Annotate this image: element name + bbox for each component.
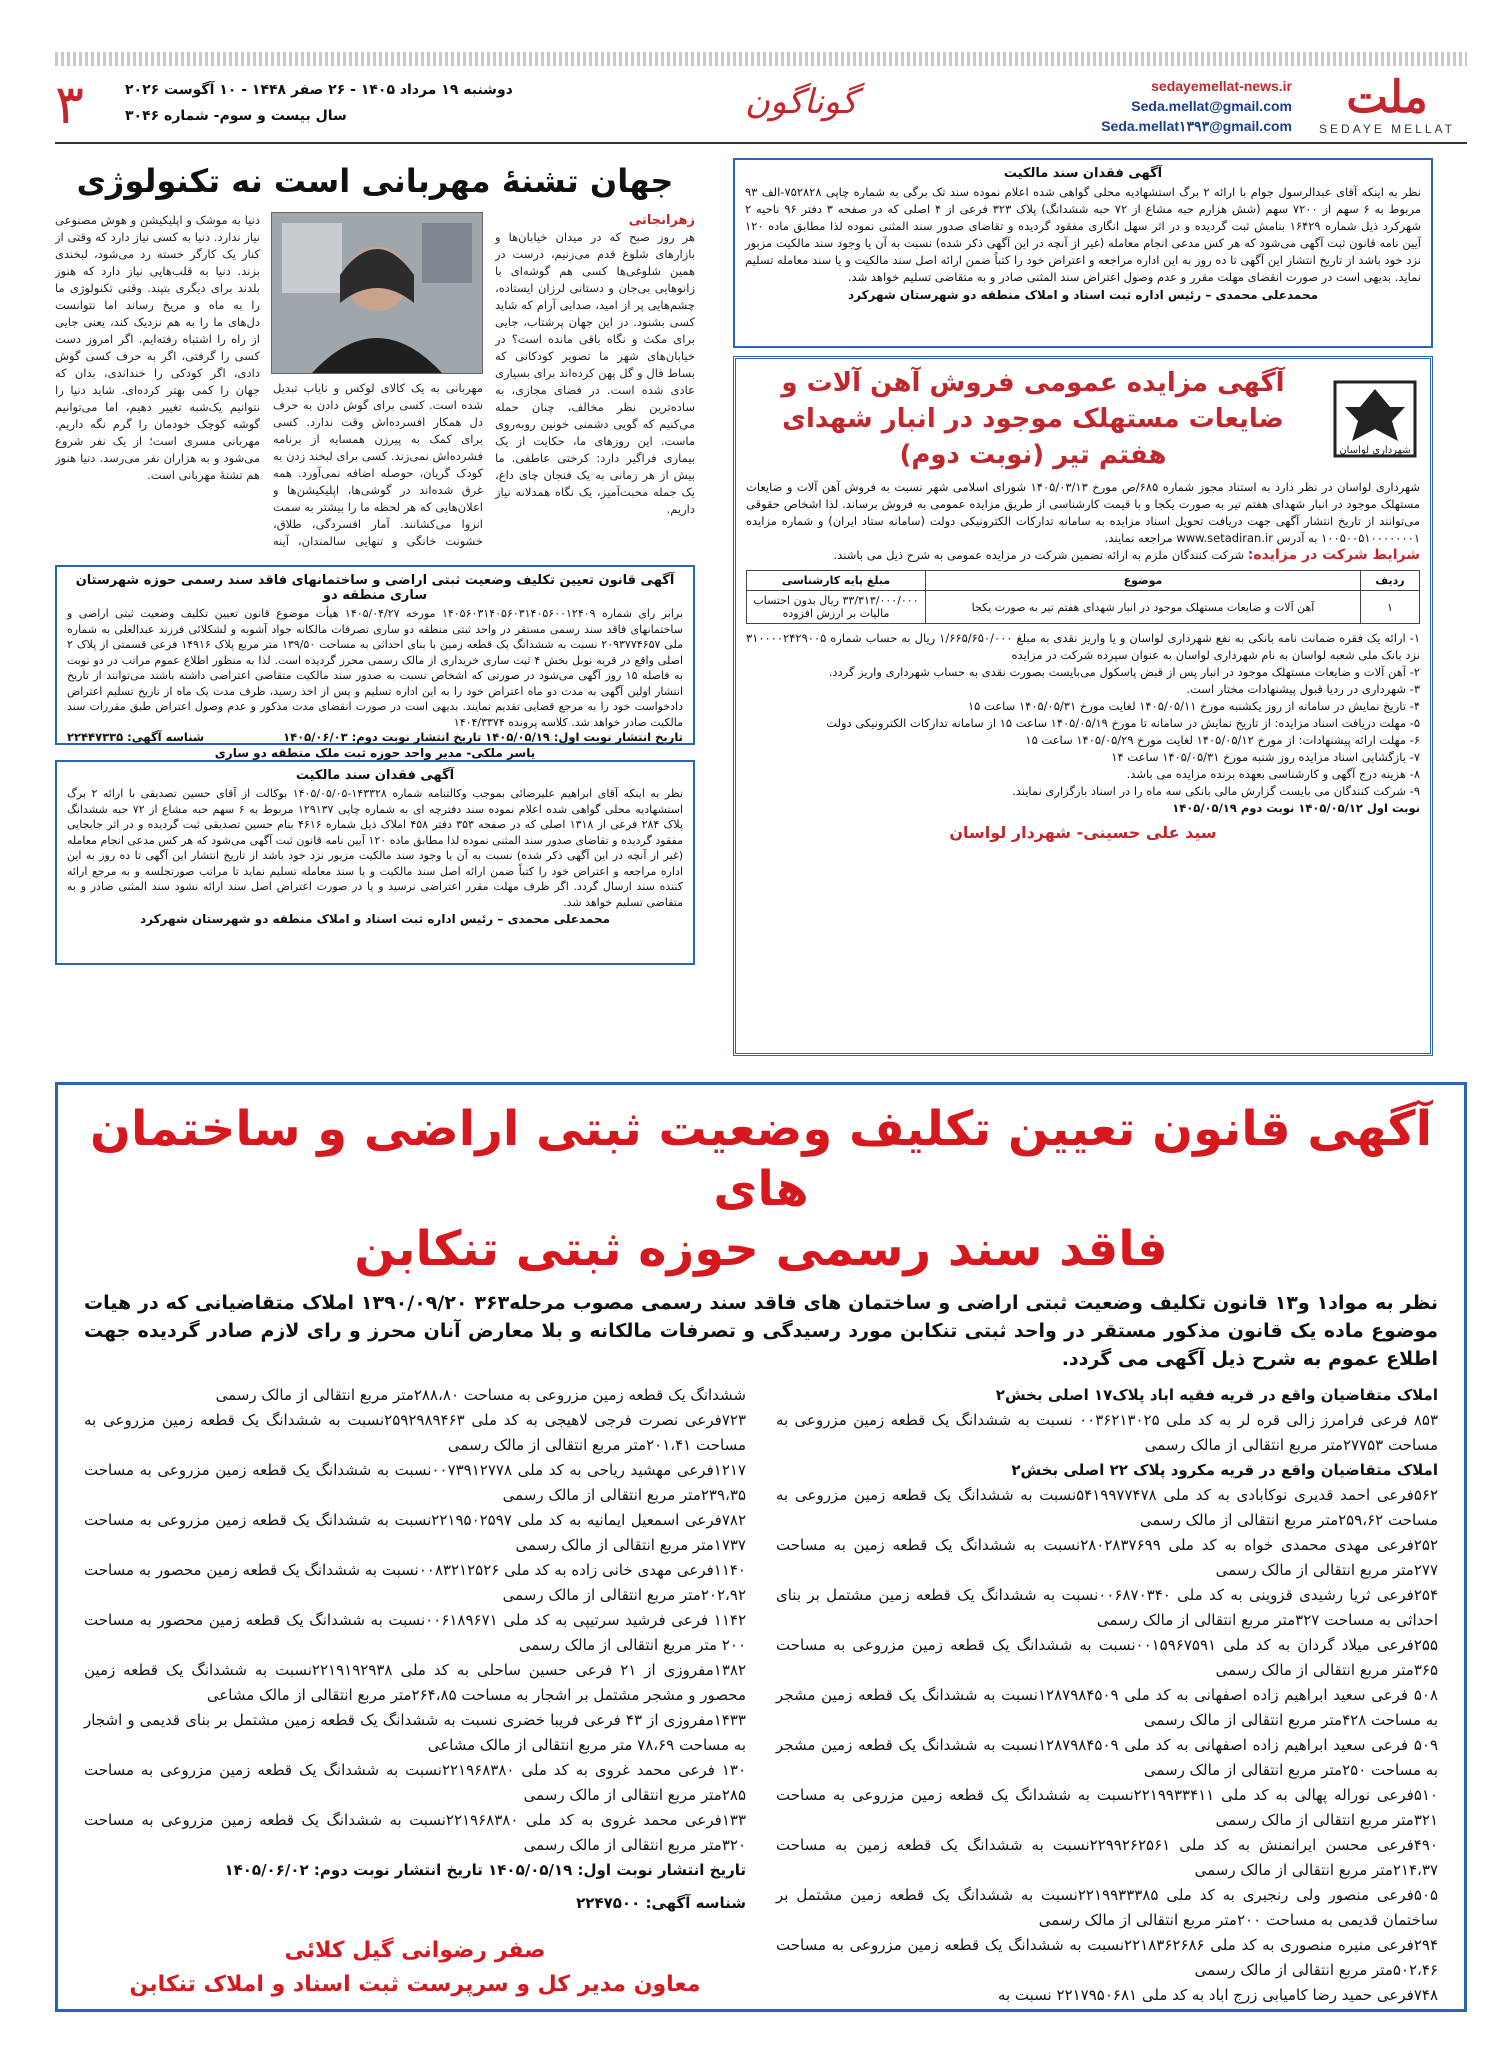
list-item: ۱۳۸۲مفروزی از ۲۱ فرعی حسین ساحلی به کد ملی ۲۲۱۹۱۹۲۹۳۸نسبت به ششدانگ یک قطعه زمین محصور و مشجر مشتمل بر اشجار به مساحت ۲۶۴،۸۵متر مربع انتقالی از مالک مشاعی [84, 1661, 747, 1704]
article-text: دنیا به موشک و اپلیکیشن و هوش مصنوعی نیاز ندارد. دنیا به کسی نیاز دارد که وقتی از کنار یک کارگر خسته رد می‌شود، لبخندی بزند. دنیا به قلب‌هایی نیاز دارد که هنوز بلدند برای دیگری بتپند. وقتی تکنولوژی ما را به ماه و مریخ رساند اما نتوانست دل‌های ما را به هم نزدیک کند، یعنی جایی از راه را اشتباه رفته‌ایم. اگر امروز دست کسی را گرفتی، اگر به حرف کسی گوش دادی، اگر کودکی را خنداندی، بدان که جهان را کمی بهتر کرده‌ای. شاید دنیا را نتوانیم یک‌شبه تغییر دهیم، اما می‌توانیم گوشه کوچک خودمان را گرم نگه داریم. مهربانی مسری است؛ از یک نفر شروع می‌شود و به هزاران نفر می‌رسد. دنیا هنوز هم تشنهٔ مهربانی است. [55, 213, 260, 482]
list-item: املاک متقاضیان واقع در قریه مکرود پلاک ۲۲ اصلی بخش۲ [1011, 1461, 1438, 1479]
list-item: ۲۵۴فرعی ثریا رشیدی قزوینی به کد ملی ۰۰۶۸۷۰۳۴۰نسبت به ششدانگ یک قطعه زمین مشتمل بر بنای احداثی به مساحت ۳۲۷متر مربع انتقالی از مالک رسمی [776, 1586, 1438, 1629]
ad-dates: تاریخ انتشار نوبت اول: ۱۴۰۵/۰۵/۱۹ تاریخ انتشار نوبت دوم: ۱۴۰۵/۰۶/۰۳ [283, 730, 683, 744]
list-item: ۵۱۰فرعی نوراله پهالی به کد ملی ۲۲۱۹۹۳۳۴۱۱نسبت به ششدانگ یک قطعه زمین مزروعی به مساحت ۳۲۱متر مربع انتقالی از مالک رسمی [776, 1786, 1438, 1829]
list-item: ۷- بازگشایی اسناد مزایده روز شنبه مورخ ۱۴۰۵/۰۵/۳۱ ساعت ۱۴ [1111, 750, 1420, 764]
ad-signature: محمدعلی محمدی – رئیس اداره ثبت اسناد و املاک منطقه دو شهرستان شهرکرد [847, 288, 1319, 302]
table-header: مبلغ پایه کارشناسی [747, 571, 926, 591]
section-title: گوناگون [745, 82, 858, 122]
dateline [55, 73, 513, 136]
person-image-icon [272, 213, 482, 373]
table-header-row [747, 571, 1420, 591]
list-item: املاک متقاضیان واقع در قریه فقیه اباد پلاک۱۷ اصلی بخش۲ [995, 1386, 1438, 1404]
table-cell: ۱ [1361, 591, 1420, 624]
table-header: موضوع [926, 571, 1361, 591]
conditions-label: شرایط شرکت در مزایده: [1247, 547, 1420, 563]
article-text: هر روز صبح که در میدان خیابان‌ها و بازارهای شلوغ قدم می‌زنیم، درست در همین شلوغی‌ها کسی هم گوشه‌ای با زانوهایی بی‌جان و دستانی لرزان ایستاده، چشم‌هایی پر از امید، صدایی آرام که شاید کسی بشنود. در این جهان پرشتاب، جایی برای مکث و نگاه باقی مانده است؟ در خیابان‌های شهر ما تصویر کودکانی که بساط فال و گل پهن کرده‌اند برای بسیاری عادی شده است. در فضای مجازی، به ساده‌ترین نظر مخالف، چنان حمله می‌کنیم که گویی دشمنی خونین روبه‌روی ماست. این روزهای ما، حکایت از یک بیماری فراگیر دارد: کرختی عاطفی. ما بیش از هر زمانی به یک فنجان چای داغ، یک جمله محبت‌آمیز، یک نگاه همدلانه نیاز داریم. [495, 230, 695, 516]
ad-right-column [776, 1383, 1438, 2008]
signatory-title: معاون مدیر کل و سرپرست ثبت اسناد و املاک تنکابن [129, 1972, 701, 1997]
list-item: ۷۸۲فرعی اسمعیل ایمانیه به کد ملی ۲۲۱۹۵۰۲۵۹۷نسبت به ششدانگ یک قطعه زمین مزروعی به مساحت ۱۷۳۷متر مربع انتقالی از مالک رسمی [84, 1511, 746, 1554]
list-item: ۱۴۳۳مفروزی از ۴۳ فرعی فریبا خضری نسبت به ششدانگ یک قطعه زمین مشتمل بر بنای قدیمی و اشجار به مساحت ۷۸،۶۹ متر مربع انتقالی از مالک مشاعی [84, 1711, 746, 1754]
ad-footer [67, 730, 683, 744]
article-column-1 [495, 212, 695, 552]
ad-body: نظر به اینکه آقای ابراهیم علیرضائی بموجب وکالتنامه شماره ۱۴۳۳۲۸-۱۴۰۵/۰۵/۰۵ بوکالت از آقای حسین تصدیقی با ارائه ۲ برگ استشهادیه محلی گواهی شده اعلام نموده سند دفترچه ای به شماره چاپی ۱۲۹۱۳۷ مربوط به ۶ سهم حبه مشاع از ۷۲ حبه ششدانگ پلاک ۲۸۴ فرعی از ۱۳۱۸ اصلی که در صفحه ۳۵۳ دفتر ۴۵۸ املاک ذیل شماره ۴۶۱۶ بنام حسین تصدیقی ثبت گردیده و در اثر جابجایی مفقود گردیده و تقاضای صدور سند المثنی نموده لذا مطابق ماده ۱۲۰ آیین نامه قانون ثبت آگهی می‌شود که هر کس مدعی انجام معامله (غیر از آنچه در این آگهی ذکر شده) نسبت به آن یا وجود سند مالکیت مزبور نزد خود باشد از تاریخ انتشار این آگهی تا ده روز به این اداره مراجعه و اعتراض خود را کتباً ضمن ارائه اصل سند مالکیت و یا سند معامله تسلیم نماید تا مراتب صورتجلسه و به مرجع ارائه کننده سند ارسال گردد. اگر ظرف مهلت مقرر اعتراضی نرسید و یا در صورت اعتراض اصل سند ارائه نشود سند المثنی صادر و به متقاضی تسلیم خواهد شد. [67, 787, 684, 909]
auction-title: آگهی مزایده عمومی فروش آهن آلات و ضایعات مستهلک موجود در انبار شهدای هفتم تیر (نوبت دوم) [781, 368, 1285, 470]
email-link-1[interactable]: Seda.mellat@gmail.com [1131, 98, 1292, 114]
list-item: ۵۶۲فرعی احمد قدیری نوکابادی به کد ملی ۵۴۱۹۹۷۷۴۷۸نسبت به ششدانگ یک قطعه زمین مزروعی به مساحت ۲۵۹،۶۲متر مربع انتقالی از مالک رسمی [776, 1486, 1438, 1529]
issue-number: سال بیست و سوم- شماره ۳۰۴۶ [125, 108, 347, 124]
table-cell: آهن آلات و ضایعات مستهلک موجود در انبار شهدای هفتم تیر به صورت یکجا [926, 591, 1361, 624]
list-item: ۱۱۴۰فرعی مهدی خانی زاده به کد ملی ۰۰۸۳۲۱۲۵۲۶نسبت به ششدانگ یک قطعه زمین محصور به مساحت ۲۰۲،۹۲متر مربع انتقالی از مالک رسمی [84, 1561, 746, 1604]
email-link-2[interactable]: Seda.mellat۱۳۹۳@gmail.com [1101, 118, 1292, 134]
article-column-2 [273, 380, 483, 552]
ad-title: آگهی فقدان سند مالکیت [1003, 166, 1163, 181]
table-cell: ۳۳/۳۱۳/۰۰۰/۰۰۰ ریال بدون احتساب مالیات بر ارزش افزوده [747, 591, 926, 624]
auction-signature: سید علی حسینی- شهردار لواسان [949, 823, 1217, 842]
ad-title-line-1: آگهی قانون تعیین تکلیف وضعیت ثبتی اراضی و ساختمان های [89, 1101, 1433, 1217]
article [55, 158, 695, 560]
list-item: ۱۲۱۷فرعی مهشید ریاحی به کد ملی ۰۰۷۳۹۱۲۷۷۸نسبت به ششدانگ یک قطعه زمین مزروعی به مساحت ۲۳۹،۳۵متر مربع انتقالی از مالک رسمی [84, 1461, 746, 1504]
lost-deed-ad-2 [55, 760, 695, 965]
article-title: جهان تشنهٔ مهربانی است نه تکنولوژی [76, 162, 674, 200]
top-stripe-border [55, 52, 1467, 66]
auction-table [746, 570, 1420, 624]
list-item: ۲۹۴فرعی منیره منصوری به کد ملی ۲۲۱۸۳۶۲۶۸۶نسبت به ششدانگ یک قطعه زمین مزروعی به مساحت ۵۰۲،۴۶متر مربع انتقالی از مالک رسمی [776, 1936, 1438, 1979]
table-row [747, 591, 1420, 624]
sari-registry-ad [55, 565, 695, 760]
list-item: ۱- ارائه یک فقره ضمانت نامه بانکی به نفع شهرداری لواسان و یا واریز نقدی به مبلغ ۱/۶۶۵/۶۵۰/۰۰۰ ریال به حساب شماره ۳۱۰۰۰۰۲۴۲۹۰۰۵ نزد بانک ملی شعبه لواسان به نام شهرداری لواسان به عنوان سپرده شرکت در مزایده [746, 631, 1421, 662]
list-item: ۵۰۸ فرعی سعید ابراهیم زاده اصفهانی به کد ملی ۱۲۸۷۹۸۴۵۰۹نسبت به ششدانگ یک قطعه زمین مشجر به مساحت ۴۲۸متر مربع انتقالی از مالک رسمی [776, 1686, 1438, 1729]
ad-columns [84, 1383, 1438, 2008]
ad-dates: تاریخ انتشار نوبت اول: ۱۴۰۵/۰۵/۱۹ تاریخ انتشار نوبت دوم: ۱۴۰۵/۰۶/۰۲ [224, 1861, 746, 1879]
list-item: ۱۳۳فرعی محمد غروی به کد ملی ۲۲۱۹۶۸۳۸۰نسبت به ششدانگ یک قطعه زمین مزروعی به مساحت ۳۲۰متر مربع انتقالی از مالک رسمی [84, 1811, 746, 1854]
list-item: ۵۰۹ فرعی سعید ابراهیم زاده اصفهانی به کد ملی ۱۲۸۷۹۸۴۵۰۹نسبت به ششدانگ یک قطعه زمین مشجر به مساحت ۲۵۰متر مربع انتقالی از مالک رسمی [776, 1736, 1438, 1779]
list-item: ۶- مهلت ارائه پیشنهادات: از مورخ ۱۴۰۵/۰۵/۱۲ لغایت مورخ ۱۴۰۵/۰۵/۲۹ ساعت ۱۵ [1025, 733, 1420, 747]
conditions-text: شرکت کنندگان ملزم به ارائه تضمین شرکت در مزایده عمومی به شرح ذیل می باشند. [833, 548, 1245, 562]
signatory-name: صفر رضوانی گیل کلائی [284, 1938, 546, 1963]
list-item: ۱۳۰ فرعی محمد غروی به کد ملی ۲۲۱۹۶۸۳۸۰نسبت به ششدانگ یک قطعه زمین مزروعی به مساحت ۲۸۵متر مربع انتقالی از مالک رسمی [84, 1761, 746, 1804]
list-item: ۴۹۰فرعی محسن ایرانمنش به کد ملی ۲۲۹۹۲۶۲۵۶۱نسبت به ششدانگ یک قطعه زمین به مساحت ۲۱۴،۳۷متر مربع انتقالی از مالک رسمی [776, 1836, 1438, 1879]
table-header: ردیف [1361, 571, 1420, 591]
ad-title: آگهی قانون تعیین تکلیف وضعیت ثبتی اراضی و ساختمانهای فاقد سند رسمی حوزه شهرستان ساری منطقه دو [75, 573, 675, 603]
list-item: ششدانگ یک قطعه زمین مزروعی به مساحت ۲۸۸،۸۰متر مربع انتقالی از مالک رسمی [215, 1386, 746, 1404]
contact-block [1101, 76, 1292, 136]
ad-title: آگهی فقدان سند مالکیت [295, 768, 455, 783]
ad-body: نظر به اینکه آقای عبدالرسول جوام با ارائه ۲ برگ استشهادیه محلی گواهی شده اعلام نموده سند تک برگی به شماره چاپی ۷۵۲۸۲۸-الف ۹۳ مربوط به ۶ سهم از ۷۲۰۰ سهم (شش هزارم حبه مشاع از ۷۲ حبه ششدانگ) پلاک ۳۲۳ فرعی از ۴ اصلی که در صفحه ۳ دفتر ۹۶ ناحیه ۲ شهرکرد ذیل شماره ۱۶۴۲۹ بنامش ثبت گردیده و در اثر سهل انگاری مفقود گردیده و تقاضای صدور سند المثنی نموده لذا مطابق ماده ۱۲۰ آیین نامه قانون ثبت آگهی می‌شود که هر کس مدعی انجام معامله (غیر از آنچه در این آگهی ذکر شده) نسبت به آن یا وجود سند مالکیت مزبور نزد خود باشد از تاریخ انتشار این آگهی تا ده روز به این اداره مراجعه و اعتراض خود را کتباً ضمن ارائه اصل سند مالکیت و یا سند معامله تسلیم نماید. بدیهی است در صورت انقضای مهلت مقرر و عدم وصول اعتراض سند المثنی صادر و به متقاضی تسلیم خواهد شد. [745, 185, 1421, 284]
page-number: ۳ [55, 73, 85, 136]
auction-intro: شهرداری لواسان در نظر دارد به استناد مجوز شماره ۶۸۵/ص مورخ ۱۴۰۵/۰۳/۱۳ شورای اسلامی شهر نسبت به فروش آهن آلات و ضایعات مستهلک موجود در انبار شهدای هفتم تیر به صورت یکجا و با قیمت کارشناسی از طریق مزایده عمومی به فروش برساند. لذا اشخاص حقوقی می‌توانند از تاریخ انتشار آگهی جهت دریافت تحویل اسناد مزایده به سامانه تدارکات الکترونیکی دولت (سامانه ستاد ایران) و شماره مزایده ۱۰۰۵۰۰۵۱۰۰۰۰۰۰۰۱ به آدرس www.setadiran.ir مراجعه نمایند. [746, 480, 1420, 545]
municipality-logo-text: شهرداری لواسان [1339, 445, 1411, 456]
list-item: ۷۴۸فرعی حمید رضا کامیابی زرج اباد به کد ملی ۲۲۱۷۹۵۰۶۸۱ نسبت به [997, 1986, 1438, 2004]
newspaper-logo [1307, 74, 1467, 138]
list-item: ۲۵۲فرعی مهدی محمدی خواه به کد ملی ۲۸۰۲۸۳۷۶۹۹نسبت به ششدانگ یک قطعه زمین به مساحت ۲۷۷متر مربع انتقالی از مالک رسمی [776, 1536, 1438, 1579]
page-header [55, 70, 1467, 144]
logo-latin: SEDAYE MELLAT [1319, 122, 1455, 136]
list-item: ۵- مهلت دریافت اسناد مزایده: از تاریخ نمایش در سامانه تا مورخ ۱۴۰۵/۰۵/۱۹ ساعت ۱۵ از سامانه تدارکات الکترونیکی دولت [826, 716, 1420, 730]
logo-text: ملت [1346, 72, 1428, 123]
auction-dates: نوبت اول ۱۴۰۵/۰۵/۱۲ نوبت دوم ۱۴۰۵/۰۵/۱۹ [1172, 801, 1420, 815]
list-item: ۲- آهن آلات و ضایعات مستهلک موجود در انبار پس از قبض پاسکول می‌بایست بصورت نقدی به حساب شهرداری واریز گردد. [828, 665, 1420, 679]
list-item: ۲۵۵فرعی میلاد گردان به کد ملی ۰۰۱۵۹۶۷۵۹۱نسبت به ششدانگ یک قطعه زمین مزروعی به مساحت ۳۶۵متر مربع انتقالی از مالک رسمی [776, 1636, 1439, 1679]
ad-signature: محمدعلی محمدی – رئیس اداره ثبت اسناد و املاک منطقه دو شهرستان شهرکرد [139, 912, 611, 926]
ad-signature: یاسر ملکی- مدیر واحد حوزه ثبت ملک منطقه دو ساری [214, 746, 536, 760]
list-item: ۴- تاریخ نمایش در سامانه از روز یکشنبه مورخ ۱۴۰۵/۰۵/۱۱ لغایت مورخ ۱۴۰۵/۰۵/۳۱ ساعت ۱۵ [968, 699, 1420, 713]
ad-code: شناسه آگهی: ۲۲۴۷۵۰۰ [576, 1894, 746, 1912]
list-item: ۵۰۵فرعی منصور ولی رنجبری به کد ملی ۲۲۱۹۹۳۳۳۸۵نسبت به ششدانگ یک قطعه زمین مشتمل بر ساختمان قدیمی به مساحت ۲۰۰متر مربع انتقالی از مالک رسمی [776, 1886, 1438, 1929]
auction-items [746, 630, 1420, 817]
list-item: ۱۱۴۲ فرعی فرشید سرتیپی به کد ملی ۰۰۶۱۸۹۶۷۱نسبت به ششدانگ یک قطعه زمین محصور به مساحت ۲۰۰ متر مربع انتقالی از مالک رسمی [84, 1611, 747, 1654]
list-item: ۹- شرکت کنندگان می بایست گزارش مالی بانکی سه ماه را در اسناد بارگزاری نمایند. [1012, 784, 1420, 798]
issue-date: دوشنبه ۱۹ مرداد ۱۴۰۵ - ۲۶ صفر ۱۴۴۸ - ۱۰ آگوست ۲۰۲۶ [125, 82, 513, 98]
ad-code: شناسه آگهی: ۲۲۴۴۷۳۳۵ [67, 730, 205, 744]
ad-intro: نظر به مواد۱ و۱۳ قانون تکلیف وضعیت ثبتی اراضی و ساختمان های فاقد سند رسمی مصوب مرحله۳۶۳ ۱۳۹۰/۰۹/۲۰ املاک متقاضیانی که در هیات موضوع ماده یک قانون مذکور مستقر در واحد ثبتی تنکابن مورد رسیدگی و تصرفات مالکانه و بلا معارض آنان محرز و رای لازم صادر گردیده جهت اطلاع عموم به شرح ذیل آگهی می گردد. [84, 1292, 1438, 1370]
tonekabon-registry-ad [55, 1082, 1467, 2012]
lost-deed-ad-1 [733, 158, 1433, 348]
list-item: ۸- هزینه درج آگهی و کارشناسی بعهده برنده مزایده می باشد. [1126, 767, 1420, 781]
ad-body: برابر رای شماره ۱۴۰۵۶۰۳۱۴۰۵۶۰۳۱۴۰۵۶۰۰۱۲۴۰۹ مورخه ۱۴۰۵/۰۴/۲۷ هیأت موضوع قانون تعیین تکلیف وضعیت ثبتی اراضی و ساختمانهای فاقد سند رسمی مستقر در واحد ثبتی منطقه دو ساری تصرفات مالکانه جواد آشوبه و لشکلائی فرزند عبدالعلی به شماره ملی ۲۰۹۳۷۷۴۶۵۷ نسبت به ششدانگ یک قطعه زمین با بنای احداثی به مساحت ۱۳۹/۵۰ متر مربع پلاک ۱۴۹۱۶ فرعی قسمتی از پلاک ۲ اصلی واقع در قریه نوبل بخش ۴ ثبت ساری خریداری از مالک رسمی محرز گردیده است. لذا به منظور اطلاع عموم مراتب در دو نوبت به فاصله ۱۵ روز آگهی می‌شود در صورتی که اشخاص نسبت به صدور سند مالکیت متقاضی اعتراضی داشته باشند می‌توانند از تاریخ انتشار اولین آگهی به مدت دو ماه اعتراض خود را به این اداره تسلیم و پس از اخذ رسید، ظرف مدت یک ماه از تاریخ تسلیم اعتراض دادخواست خود را به مرجع قضایی تقدیم نمایند. بدیهی است در صورت انقضای مدت مذکور و عدم وصول اعتراض طبق مقررات سند مالکیت صادر خواهد شد. کلاسه پرونده ۱۴۰۴/۳۳۷۴ [67, 607, 683, 729]
ad-left-column [84, 1383, 746, 2008]
auction-header [746, 365, 1420, 473]
article-text: مهربانی به یک کالای لوکس و نایاب تبدیل شده است. کسی برای گوش دادن به حرف دل همکار افسرده‌اش وقت ندارد. کسی برای کمک به پیرزن همسایه از برنامه فشرده‌اش نمی‌زند. کسی برای لبخند زدن به کودک گریان، حوصله اضافه نمی‌آورد. همه غرق شده‌اند در گوشی‌ها، اپلیکیشن‌ها و اعلان‌هایی که هر لحظه ما را بیشتر به سمت انزوا می‌کشانند. آمار افسردگی، طلاق، خشونت خانگی و تنهایی سالمندان، آینه [273, 381, 483, 548]
auction-ad [733, 356, 1433, 1056]
list-item: ۸۵۳ فرعی فرامرز زالی قره لر به کد ملی ۰۰۳۶۲۱۳۰۲۵ نسبت به ششدانگ یک قطعه زمین مزروعی به مساحت ۲۷۷۵۳متر مربع انتقالی از مالک رسمی [776, 1411, 1439, 1454]
author-photo [271, 212, 483, 374]
municipality-logo-icon [1330, 377, 1420, 461]
article-author: زهرانجاتی [628, 213, 695, 228]
auction-conditions [746, 547, 1420, 564]
article-column-3 [55, 212, 260, 552]
list-item: ۷۲۳فرعی نصرت فرجی لاهیجی به کد ملی ۲۵۹۲۹۸۹۴۶۳نسبت به ششدانگ یک قطعه زمین مزروعی به مساحت ۲۰۱،۴۱متر مربع انتقالی از مالک رسمی [84, 1411, 746, 1454]
website-link[interactable]: sedayemellat-news.ir [1151, 78, 1292, 94]
ad-title-line-2: فاقد سند رسمی حوزه ثبتی تنکابن [354, 1221, 1168, 1277]
list-item: ۳- شهرداری در ردیا قبول پیشنهادات مختار است. [1186, 682, 1420, 696]
